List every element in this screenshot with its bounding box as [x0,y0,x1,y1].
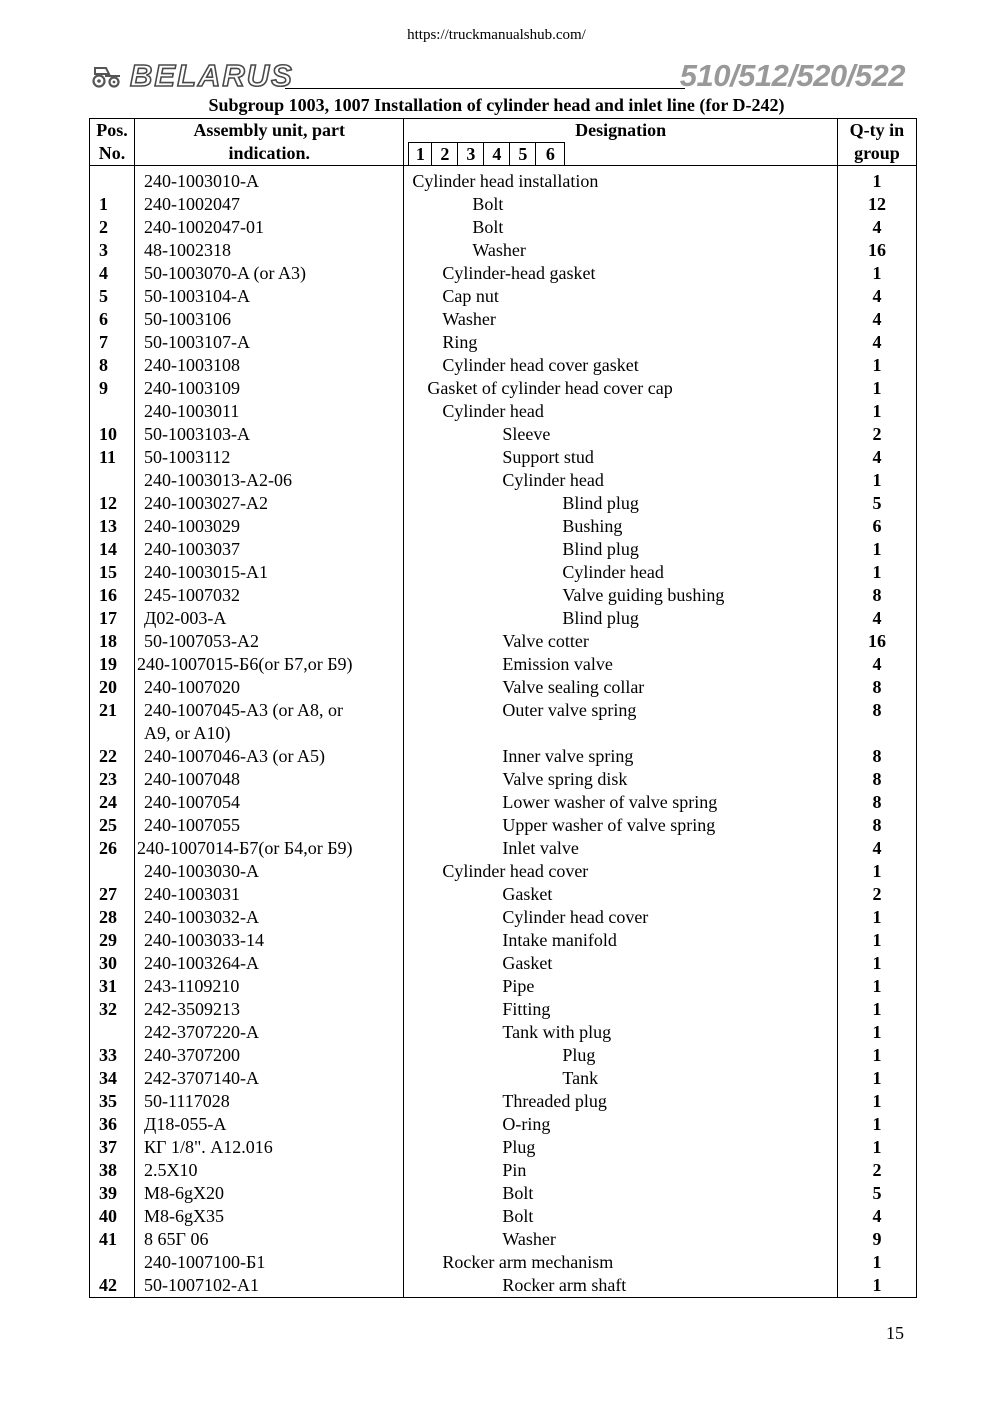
row-part-number: 240-1007048 [135,768,404,791]
row-quantity: 5 [837,1182,916,1205]
header-rule [285,88,685,89]
row-designation: Gasket [404,883,838,906]
row-part-number: 240-1007054 [135,791,404,814]
row-part-number: 48-1002318 [135,239,404,262]
row-position: 19 [90,653,135,676]
row-position: 16 [90,584,135,607]
row-designation: Cap nut [404,285,838,308]
brand-header [90,58,915,98]
row-position: 11 [90,446,135,469]
table-row [90,193,917,216]
row-part-number: 240-1007046-A3 (or A5) [135,745,404,768]
table-row [90,998,917,1021]
row-position: 28 [90,906,135,929]
row-part-number: 240-1007100-Б1 [135,1251,404,1274]
row-position [90,1251,135,1274]
row-quantity: 1 [837,262,916,285]
row-designation: Valve cotter [404,630,838,653]
level-box-5: 5 [509,142,536,165]
row-quantity: 1 [837,469,916,492]
table-row [90,239,917,262]
row-part-number: 240-1003109 [135,377,404,400]
level-box-2: 2 [431,142,458,165]
row-part-number: M8-6gX20 [135,1182,404,1205]
row-position: 42 [90,1274,135,1298]
row-part-number: 50-1003106 [135,308,404,331]
row-quantity: 4 [837,308,916,331]
row-designation: Rocker arm shaft [404,1274,838,1298]
table-row [90,745,917,768]
row-part-number: Д02-003-А [135,607,404,630]
row-designation: Valve guiding bushing [404,584,838,607]
header-part-line1: Assembly unit, part [193,120,345,140]
row-part-number: 240-1003030-A [135,860,404,883]
row-designation: Gasket of cylinder head cover cap [404,377,838,400]
row-designation: Cylinder head cover gasket [404,354,838,377]
row-quantity: 8 [837,745,916,768]
row-position: 9 [90,377,135,400]
row-designation: Lower washer of valve spring [404,791,838,814]
row-position: 23 [90,768,135,791]
row-position: 34 [90,1067,135,1090]
row-quantity: 2 [837,883,916,906]
parts-table [89,118,917,1298]
row-quantity: 1 [837,354,916,377]
table-row [90,653,917,676]
row-quantity: 1 [837,1274,916,1298]
tractor-icon [92,64,122,88]
row-designation: Fitting [404,998,838,1021]
row-quantity: 4 [837,216,916,239]
row-quantity: 12 [837,193,916,216]
header-qty-line1: Q-ty in [849,120,905,140]
row-position: 12 [90,492,135,515]
row-part-number: 240-1003015-A1 [135,561,404,584]
row-position: 24 [90,791,135,814]
table-header-row [90,119,917,166]
header-designation-title: Designation [575,120,667,140]
level-box-3: 3 [457,142,484,165]
row-quantity: 1 [837,377,916,400]
row-designation: Cylinder head [404,561,838,584]
row-position: 25 [90,814,135,837]
row-position: 3 [90,239,135,262]
row-position: 17 [90,607,135,630]
row-part-number: Д18-055-А [135,1113,404,1136]
row-position: 32 [90,998,135,1021]
row-quantity: 1 [837,860,916,883]
row-quantity: 8 [837,814,916,837]
header-pos-line2: No. [98,143,126,163]
table-row [90,469,917,492]
row-part-number: 240-1007020 [135,676,404,699]
row-quantity: 6 [837,515,916,538]
table-row [90,676,917,699]
table-row [90,377,917,400]
row-position: 15 [90,561,135,584]
source-url[interactable]: https://truckmanualshub.com/ [407,27,586,43]
table-row [90,1251,917,1274]
row-part-number: 242-3707220-A [135,1021,404,1044]
row-position: 14 [90,538,135,561]
row-quantity: 8 [837,699,916,722]
table-row [90,975,917,998]
row-part-number: 240-1002047-01 [135,216,404,239]
row-part-number: 240-1007045-A3 (or A8, or [135,699,404,722]
row-designation: Washer [404,239,838,262]
row-position: 1 [90,193,135,216]
row-position: 37 [90,1136,135,1159]
row-position: 36 [90,1113,135,1136]
row-part-number: 240-1003011 [135,400,404,423]
table-row [90,354,917,377]
row-designation: Plug [404,1136,838,1159]
row-part-number: 240-1003013-A2-06 [135,469,404,492]
row-position [90,166,135,194]
row-designation: Washer [404,1228,838,1251]
row-part-number: 240-3707200 [135,1044,404,1067]
row-quantity: 1 [837,998,916,1021]
table-row [90,837,917,860]
row-designation: Cylinder-head gasket [404,262,838,285]
row-position: 27 [90,883,135,906]
row-designation [404,722,838,745]
row-designation: Bushing [404,515,838,538]
model-numbers: 510/512/520/522 [679,58,905,93]
row-designation: Blind plug [404,538,838,561]
table-row [90,860,917,883]
table-row [90,607,917,630]
row-designation: Pin [404,1159,838,1182]
row-quantity: 2 [837,423,916,446]
row-part-number: 2.5X10 [135,1159,404,1182]
row-position: 8 [90,354,135,377]
row-designation: Valve spring disk [404,768,838,791]
row-designation: Blind plug [404,607,838,630]
row-designation: Washer [404,308,838,331]
table-row [90,166,917,194]
row-position: 33 [90,1044,135,1067]
row-designation: Blind plug [404,492,838,515]
row-part-number: 50-1003112 [135,446,404,469]
row-designation: Intake manifold [404,929,838,952]
row-quantity: 1 [837,538,916,561]
table-row [90,883,917,906]
table-row [90,1159,917,1182]
row-position: 20 [90,676,135,699]
table-row [90,1113,917,1136]
row-designation: Threaded plug [404,1090,838,1113]
row-position: 21 [90,699,135,722]
row-part-number: 50-1003103-A [135,423,404,446]
row-part-number: 50-1003107-A [135,331,404,354]
row-part-number: 240-1003037 [135,538,404,561]
row-designation: O-ring [404,1113,838,1136]
row-quantity: 2 [837,1159,916,1182]
row-position: 31 [90,975,135,998]
header-qty [837,119,916,166]
brand-logo-text: BELARUS [130,58,294,93]
row-part-number: 245-1007032 [135,584,404,607]
table-row [90,423,917,446]
row-position: 5 [90,285,135,308]
row-quantity: 4 [837,653,916,676]
row-position: 41 [90,1228,135,1251]
table-row [90,216,917,239]
row-quantity: 4 [837,331,916,354]
row-position: 4 [90,262,135,285]
row-part-number: 240-1007014-Б7(or Б4,or Б9) [135,837,404,860]
row-quantity: 16 [837,239,916,262]
row-position: 22 [90,745,135,768]
row-part-number: 50-1007053-A2 [135,630,404,653]
table-row [90,1021,917,1044]
row-position: 26 [90,837,135,860]
row-position: 13 [90,515,135,538]
row-part-number: 50-1117028 [135,1090,404,1113]
table-row [90,285,917,308]
row-part-number: M8-6gX35 [135,1205,404,1228]
row-part-number: 240-1003031 [135,883,404,906]
header-part-line2: indication. [228,143,310,163]
header-pos [90,119,135,166]
table-row [90,446,917,469]
header-part [135,119,404,166]
row-quantity: 1 [837,1067,916,1090]
row-quantity: 4 [837,1205,916,1228]
row-designation: Bolt [404,193,838,216]
table-row [90,630,917,653]
table-row [90,768,917,791]
row-part-number: 240-1003108 [135,354,404,377]
table-row [90,929,917,952]
level-box-6: 6 [535,142,565,165]
row-designation: Bolt [404,216,838,239]
page-number: 15 [886,1323,904,1343]
row-part-number: 50-1007102-A1 [135,1274,404,1298]
row-quantity: 1 [837,1113,916,1136]
header-designation [404,119,838,166]
row-part-number: 50-1003104-A [135,285,404,308]
row-part-number: 242-3707140-A [135,1067,404,1090]
row-designation: Cylinder head cover [404,906,838,929]
row-part-number: 240-1003033-14 [135,929,404,952]
table-row [90,1044,917,1067]
row-designation: Cylinder head installation [404,166,838,194]
row-quantity: 1 [837,1021,916,1044]
row-designation: Tank [404,1067,838,1090]
row-position [90,860,135,883]
row-part-number: A9, or A10) [135,722,404,745]
row-position [90,469,135,492]
row-designation: Pipe [404,975,838,998]
row-part-number: 8 65Г 06 [135,1228,404,1251]
table-row [90,952,917,975]
row-position: 40 [90,1205,135,1228]
table-row [90,1067,917,1090]
row-quantity: 5 [837,492,916,515]
row-designation: Gasket [404,952,838,975]
row-quantity: 8 [837,584,916,607]
table-row [90,308,917,331]
row-quantity: 1 [837,1136,916,1159]
row-designation: Bolt [404,1205,838,1228]
row-part-number: 243-1109210 [135,975,404,998]
row-position [90,722,135,745]
level-boxes [408,142,837,165]
table-row [90,1090,917,1113]
row-quantity: 4 [837,446,916,469]
row-quantity [837,722,916,745]
table-row [90,561,917,584]
row-designation: Cylinder head [404,400,838,423]
row-designation: Tank with plug [404,1021,838,1044]
row-designation: Cylinder head [404,469,838,492]
row-part-number: 242-3509213 [135,998,404,1021]
subgroup-title: Subgroup 1003, 1007 Installation of cylinder head and inlet line (for D-242) [208,95,785,115]
row-position: 39 [90,1182,135,1205]
row-quantity: 9 [837,1228,916,1251]
table-row [90,538,917,561]
row-quantity: 8 [837,676,916,699]
row-quantity: 1 [837,952,916,975]
table-row [90,515,917,538]
header-qty-line2: group [854,143,900,163]
row-position: 6 [90,308,135,331]
row-designation: Bolt [404,1182,838,1205]
header-pos-line1: Pos. [96,120,128,140]
row-part-number: 240-1007015-Б6(or Б7,or Б9) [135,653,404,676]
table-row [90,791,917,814]
row-quantity: 1 [837,929,916,952]
table-row [90,722,917,745]
row-designation: Plug [404,1044,838,1067]
row-quantity: 1 [837,1090,916,1113]
row-designation: Rocker arm mechanism [404,1251,838,1274]
row-designation: Inlet valve [404,837,838,860]
row-quantity: 1 [837,906,916,929]
table-row [90,400,917,423]
row-quantity: 8 [837,768,916,791]
row-part-number: 50-1003070-A (or A3) [135,262,404,285]
level-box-1: 1 [408,142,432,165]
row-designation: Valve sealing collar [404,676,838,699]
row-designation: Ring [404,331,838,354]
row-quantity: 4 [837,607,916,630]
row-designation: Emission valve [404,653,838,676]
row-quantity: 1 [837,1251,916,1274]
table-row [90,906,917,929]
row-position [90,1021,135,1044]
table-row [90,1205,917,1228]
table-row [90,1136,917,1159]
table-row [90,492,917,515]
row-part-number: 240-1002047 [135,193,404,216]
parts-table-body [90,166,917,1298]
row-position: 18 [90,630,135,653]
row-designation: Inner valve spring [404,745,838,768]
row-position: 2 [90,216,135,239]
row-position: 35 [90,1090,135,1113]
row-part-number: 240-1003264-A [135,952,404,975]
table-row [90,331,917,354]
table-row [90,262,917,285]
row-designation: Upper washer of valve spring [404,814,838,837]
row-quantity: 1 [837,1044,916,1067]
row-position: 29 [90,929,135,952]
table-row [90,1228,917,1251]
row-part-number: 240-1003032-A [135,906,404,929]
row-position: 7 [90,331,135,354]
row-quantity: 16 [837,630,916,653]
row-part-number: 240-1003010-A [135,166,404,194]
row-position: 30 [90,952,135,975]
row-quantity: 1 [837,166,916,194]
row-quantity: 4 [837,837,916,860]
level-box-4: 4 [483,142,510,165]
row-position: 10 [90,423,135,446]
row-quantity: 1 [837,400,916,423]
row-quantity: 4 [837,285,916,308]
row-quantity: 1 [837,561,916,584]
row-designation: Support stud [404,446,838,469]
row-position [90,400,135,423]
row-quantity: 8 [837,791,916,814]
row-quantity: 1 [837,975,916,998]
table-row [90,1182,917,1205]
row-position: 38 [90,1159,135,1182]
table-row [90,584,917,607]
row-designation: Cylinder head cover [404,860,838,883]
table-row [90,699,917,722]
row-part-number: КГ 1/8". А12.016 [135,1136,404,1159]
table-row [90,1274,917,1298]
row-part-number: 240-1003029 [135,515,404,538]
row-designation: Sleeve [404,423,838,446]
row-designation: Outer valve spring [404,699,838,722]
row-part-number: 240-1003027-A2 [135,492,404,515]
row-part-number: 240-1007055 [135,814,404,837]
table-row [90,814,917,837]
